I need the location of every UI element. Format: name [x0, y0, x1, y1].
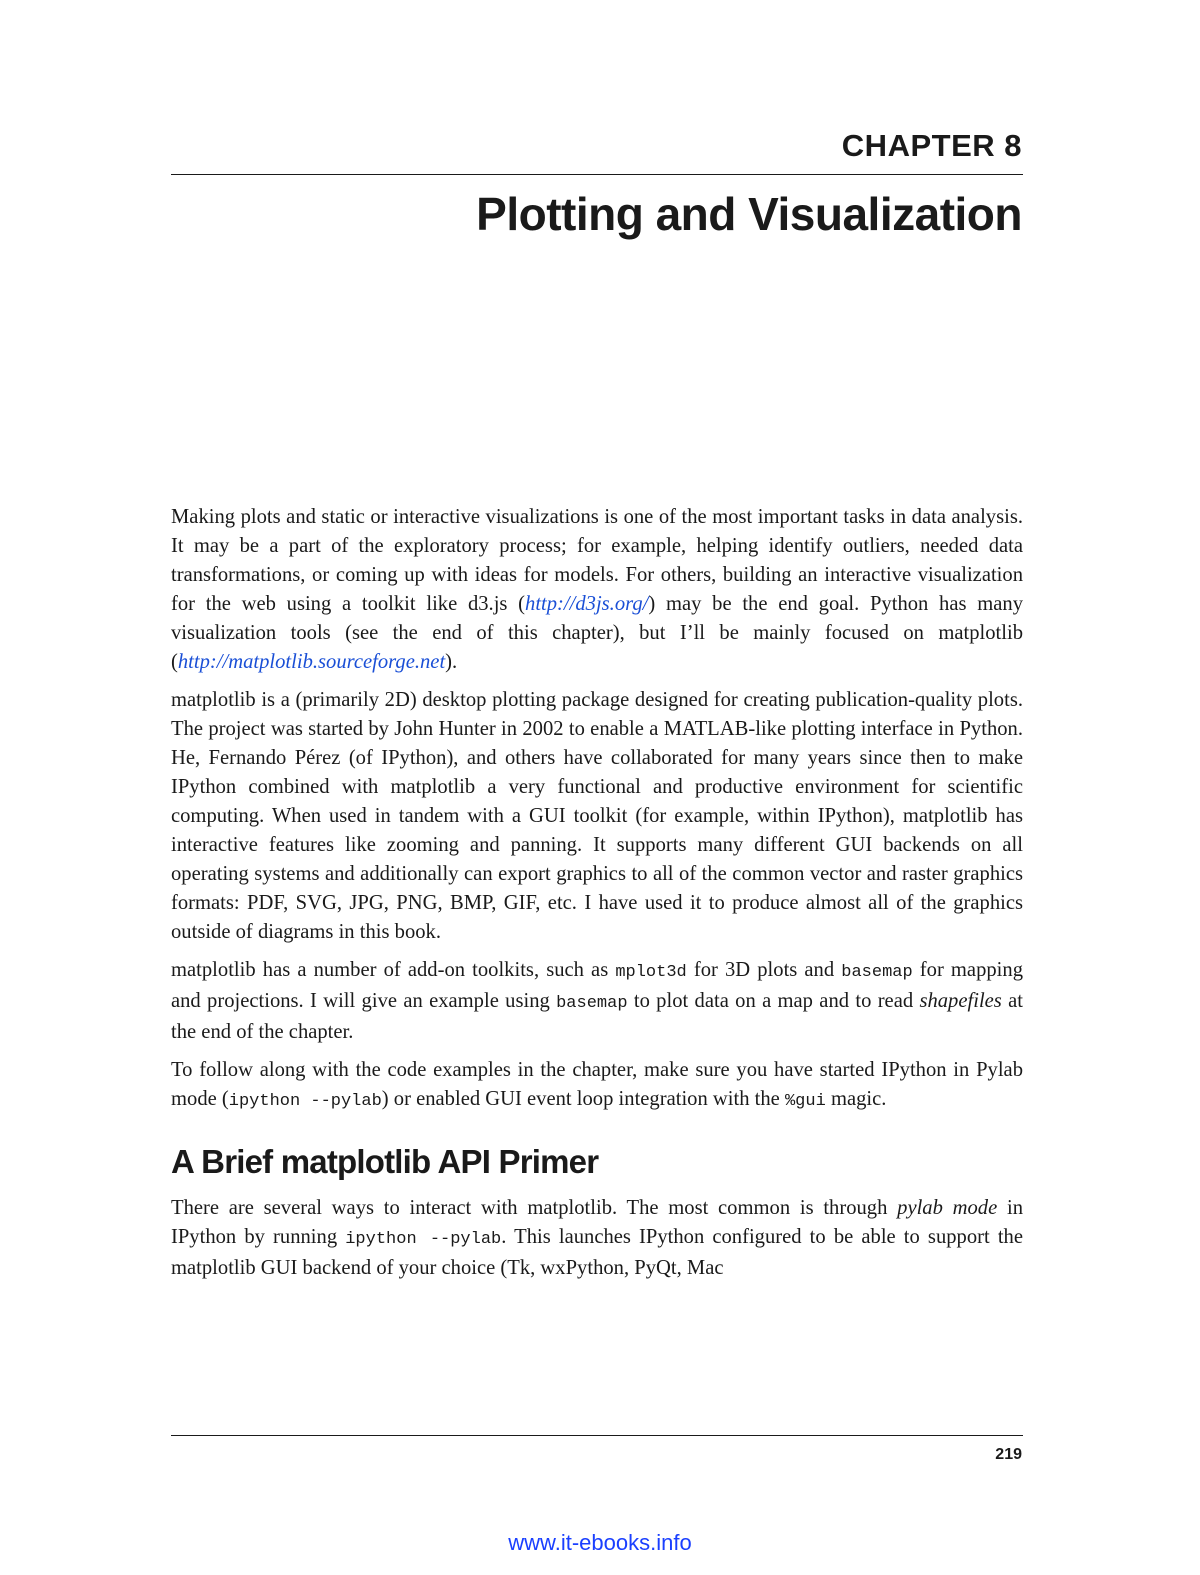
- toolkits-text-3: for mapping and projections. I will give an example using: [171, 959, 1023, 1012]
- intro-paragraph: [171, 503, 1023, 677]
- code-ipython-pylab-2: ipython --pylab: [345, 1230, 502, 1249]
- chapter-title: Plotting and Visualization: [476, 188, 1022, 240]
- toolkits-paragraph: [171, 956, 1023, 1047]
- code-gui-magic: %gui: [784, 1092, 826, 1111]
- follow-text-2: ) or enabled GUI event loop integration with the: [381, 1088, 785, 1110]
- code-mplot3d: mplot3d: [615, 963, 687, 982]
- toolkits-text-5: at the end of the chapter.: [171, 990, 1024, 1043]
- primer-text-3: . This launches IPython configured to be able to support the matplotlib GUI backend of your choice (Tk, wxPython, PyQt, Mac: [171, 1226, 1023, 1279]
- follow-text-3: magic.: [825, 1088, 887, 1110]
- primer-text-1: There are several ways to interact with matplotlib. The most common is through: [171, 1197, 898, 1219]
- watermark-link[interactable]: www.it-ebooks.info: [508, 1530, 692, 1555]
- primer-paragraph: [171, 1194, 1023, 1283]
- intro-text-1: Making plots and static or interactive visualizations is one of the most important tasks in data analysis. It may be a part of the exploratory process; for example, helping identify outliers, needed data transformations, or coming up with ideas for models. For others, building an interactive visualization for the web using a toolkit like d3.js (: [171, 506, 1023, 615]
- toolkits-text-2: for 3D plots and: [686, 959, 842, 981]
- matplotlib-link[interactable]: http://matplotlib.sourceforge.net: [177, 651, 446, 673]
- intro-text-3: ).: [445, 651, 458, 673]
- code-ipython-pylab: ipython --pylab: [228, 1092, 382, 1111]
- toolkits-text-4: to plot data on a map and to read: [627, 990, 920, 1012]
- chapter-body: [171, 503, 1023, 1292]
- chapter-rule: [171, 174, 1023, 175]
- shapefiles-term: shapefiles: [919, 990, 1002, 1012]
- pylab-mode-term: pylab mode: [897, 1197, 998, 1219]
- page-number: 219: [995, 1446, 1022, 1463]
- matplotlib-overview-paragraph: matplotlib is a (primarily 2D) desktop plotting package designed for creating publication-quality plots. The project was started by John Hunter in 2002 to enable a MATLAB-like plotting interface in Python. He, Fernando Pérez (of IPython), and others have collaborated for many years since then to make IPython combined with matplotlib a very functional and productive environment for scientific computing. When used in tandem with a GUI toolkit (for example, within IPython), matplotlib has interactive features like zooming and panning. It supports many different GUI backends on all operating systems and additionally can export graphics to all of the common vector and raster graphics formats: PDF, SVG, JPG, PNG, BMP, GIF, etc. I have used it to produce almost all of the graphics outside of diagrams in this book.: [171, 689, 1023, 943]
- chapter-label: CHAPTER 8: [841, 128, 1022, 163]
- code-basemap-2: basemap: [556, 994, 628, 1013]
- intro-text-2: ) may be the end goal. Python has many visualization tools (see the end of this chapter), but I’ll be mainly focused on matplotlib (: [171, 593, 1023, 673]
- follow-text-1: To follow along with the code examples in the chapter, make sure you have started IPython in Pylab mode (: [171, 1059, 1023, 1110]
- section-heading: A Brief matplotlib API Primer: [171, 1143, 599, 1180]
- d3js-link[interactable]: http://d3js.org/: [525, 593, 649, 615]
- follow-along-paragraph: [171, 1056, 1023, 1116]
- footer-rule: [171, 1435, 1023, 1436]
- code-basemap: basemap: [841, 963, 913, 982]
- toolkits-text-1: matplotlib has a number of add-on toolkits, such as: [171, 959, 616, 981]
- primer-text-2: in IPython by running: [171, 1197, 1024, 1248]
